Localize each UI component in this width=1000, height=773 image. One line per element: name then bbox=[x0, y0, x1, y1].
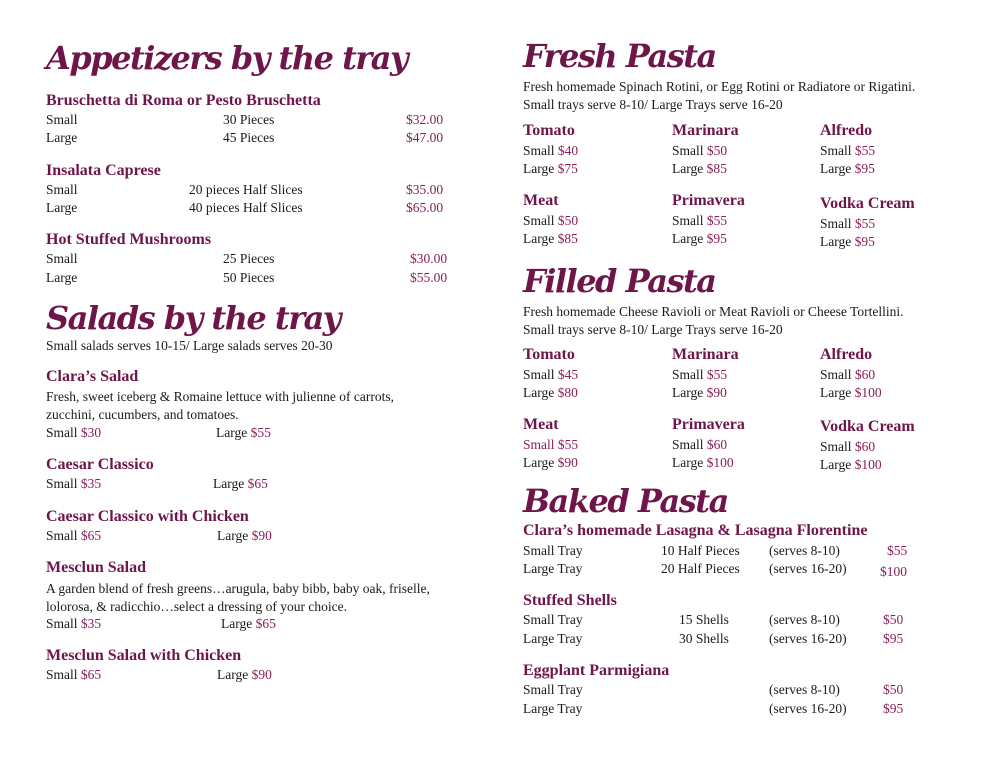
size-label: Small bbox=[523, 212, 555, 228]
size-label: Large bbox=[221, 616, 253, 631]
menu-item bbox=[523, 346, 578, 401]
size-label: Small bbox=[46, 251, 78, 266]
large-price-row bbox=[523, 162, 578, 177]
large-price-row bbox=[672, 162, 739, 177]
item-name: Meat bbox=[523, 416, 559, 433]
menu-item bbox=[820, 122, 875, 177]
servings: (serves 8-10) bbox=[769, 543, 840, 558]
price: $60 bbox=[854, 366, 876, 382]
price: $30.00 bbox=[410, 251, 448, 266]
appetizers-title: Appetizers by the tray bbox=[46, 39, 408, 77]
size-label: Large bbox=[672, 455, 704, 471]
small-price-row bbox=[820, 217, 915, 232]
item-name-caesar: Caesar Classico bbox=[46, 456, 154, 473]
size-label: Small bbox=[523, 366, 555, 382]
menu-item bbox=[523, 192, 578, 247]
large-price-row bbox=[523, 232, 578, 247]
item-name: Tomato bbox=[523, 122, 575, 139]
price: $95 bbox=[706, 231, 727, 247]
price: $55 bbox=[250, 425, 271, 440]
price: $95 bbox=[883, 631, 904, 646]
price: $55 bbox=[854, 215, 876, 231]
price: $50 bbox=[706, 142, 728, 158]
size-label: Small bbox=[46, 182, 78, 197]
size-label: Large bbox=[216, 425, 248, 440]
size-label: Large bbox=[523, 385, 555, 401]
small-price-row bbox=[523, 144, 578, 159]
price: $65.00 bbox=[406, 200, 444, 215]
servings: (serves 16-20) bbox=[769, 631, 847, 646]
tray-size: Small Tray bbox=[523, 612, 583, 627]
large-price-row bbox=[216, 426, 271, 441]
item-name: Alfredo bbox=[820, 122, 873, 139]
size-label: Large bbox=[46, 130, 78, 145]
large-price-row bbox=[820, 386, 882, 401]
price: $65 bbox=[255, 616, 276, 631]
price: $55.00 bbox=[410, 270, 448, 285]
size-label: Small bbox=[672, 366, 704, 382]
price: $65 bbox=[80, 667, 102, 682]
size-label: Small bbox=[46, 425, 78, 440]
menu-item bbox=[523, 416, 578, 471]
fresh-pasta-serving-note: Small trays serve 8-10/ Large Trays serve 16-20 bbox=[523, 97, 783, 112]
salads-serving-note: Small salads serves 10-15/ Large salads serves 20-30 bbox=[46, 338, 333, 353]
item-name-mushrooms: Hot Stuffed Mushrooms bbox=[46, 231, 212, 248]
price: $90 bbox=[706, 385, 727, 401]
item-name-bruschetta: Bruschetta di Roma or Pesto Bruschetta bbox=[46, 92, 321, 109]
size-label: Small bbox=[46, 112, 78, 127]
menu-item bbox=[672, 192, 745, 247]
item-name: Primavera bbox=[672, 192, 745, 209]
quantity: 45 Pieces bbox=[223, 130, 275, 145]
small-price-row bbox=[820, 440, 915, 455]
large-price-row bbox=[217, 529, 272, 544]
size-label: Large bbox=[217, 528, 249, 543]
price: $100 bbox=[854, 457, 882, 473]
size-label: Large bbox=[820, 457, 852, 473]
size-label: Small bbox=[523, 436, 555, 452]
size-label: Large bbox=[672, 161, 704, 177]
item-name-lasagna: Clara’s homemade Lasagna & Lasagna Florentine bbox=[523, 522, 868, 539]
price: $60 bbox=[706, 436, 728, 452]
size-label: Large bbox=[820, 385, 852, 401]
price: $65 bbox=[80, 528, 102, 543]
size-label: Small bbox=[523, 142, 555, 158]
large-price-row bbox=[820, 162, 875, 177]
small-price-row bbox=[523, 368, 578, 383]
tray-size: Large Tray bbox=[523, 561, 583, 576]
servings: (serves 8-10) bbox=[769, 682, 840, 697]
price: $95 bbox=[854, 161, 875, 177]
tray-size: Large Tray bbox=[523, 631, 583, 646]
price: $50 bbox=[883, 682, 904, 697]
quantity: 20 pieces Half Slices bbox=[189, 182, 303, 197]
servings: (serves 8-10) bbox=[769, 612, 840, 627]
price: $40 bbox=[557, 142, 579, 158]
filled-pasta-serving-note: Small trays serve 8-10/ Large Trays serve 16-20 bbox=[523, 322, 783, 337]
quantity: 10 Half Pieces bbox=[661, 543, 740, 558]
size-label: Small bbox=[46, 476, 78, 491]
large-price-row bbox=[820, 458, 915, 473]
price: $55 bbox=[887, 543, 908, 558]
size-label: Small bbox=[820, 215, 852, 231]
small-price-row bbox=[46, 617, 101, 632]
item-description: A garden blend of fresh greens…arugula, baby bibb, baby oak, friselle, lolorosa, & radicchio…select a dressing of your choice. bbox=[46, 581, 430, 614]
item-description: Fresh, sweet iceberg & Romaine lettuce with julienne of carrots, zucchini, cucumbers, and tomatoes. bbox=[46, 389, 395, 422]
price: $55 bbox=[706, 212, 728, 228]
small-price-row bbox=[523, 438, 578, 453]
item-name-caprese: Insalata Caprese bbox=[46, 162, 161, 179]
large-price-row bbox=[672, 232, 745, 247]
servings: (serves 16-20) bbox=[769, 701, 847, 716]
small-price-row bbox=[672, 144, 739, 159]
menu-item bbox=[820, 418, 915, 473]
menu-item bbox=[672, 346, 739, 401]
size-label: Small bbox=[46, 616, 78, 631]
size-label: Large bbox=[820, 234, 852, 250]
small-price-row bbox=[820, 144, 875, 159]
size-label: Large bbox=[820, 161, 852, 177]
small-price-row bbox=[820, 368, 882, 383]
quantity: 20 Half Pieces bbox=[661, 561, 740, 576]
item-name: Primavera bbox=[672, 416, 745, 433]
price: $90 bbox=[557, 455, 578, 471]
menu-item bbox=[820, 346, 882, 401]
price: $55 bbox=[706, 366, 728, 382]
size-label: Small bbox=[46, 667, 78, 682]
price: $35 bbox=[80, 616, 102, 631]
price: $55 bbox=[557, 436, 579, 452]
size-label: Small bbox=[672, 212, 704, 228]
small-price-row bbox=[46, 477, 101, 492]
price: $50 bbox=[557, 212, 579, 228]
quantity: 50 Pieces bbox=[223, 270, 275, 285]
large-price-row bbox=[672, 456, 745, 471]
small-price-row bbox=[523, 214, 578, 229]
price: $95 bbox=[883, 701, 904, 716]
item-name-eggplant: Eggplant Parmigiana bbox=[523, 662, 670, 679]
size-label: Large bbox=[46, 270, 78, 285]
small-price-row bbox=[672, 438, 745, 453]
tray-size: Small Tray bbox=[523, 543, 583, 558]
size-label: Large bbox=[523, 161, 555, 177]
large-price-row bbox=[523, 456, 578, 471]
menu-item bbox=[523, 122, 578, 177]
small-price-row bbox=[46, 529, 101, 544]
item-name-mesclun: Mesclun Salad bbox=[46, 559, 147, 576]
large-price-row bbox=[523, 386, 578, 401]
size-label: Large bbox=[523, 455, 555, 471]
price: $35 bbox=[80, 476, 102, 491]
size-label: Large bbox=[217, 667, 249, 682]
item-name: Vodka Cream bbox=[820, 418, 915, 435]
item-name-mesclun-chicken: Mesclun Salad with Chicken bbox=[46, 647, 242, 664]
item-name-claras-salad: Clara’s Salad bbox=[46, 368, 139, 385]
filled-pasta-title: Filled Pasta bbox=[523, 262, 716, 300]
size-label: Small bbox=[672, 142, 704, 158]
quantity: 30 Shells bbox=[679, 631, 729, 646]
item-name: Tomato bbox=[523, 346, 575, 363]
quantity: 40 pieces Half Slices bbox=[189, 200, 303, 215]
filled-pasta-description: Fresh homemade Cheese Ravioli or Meat Ravioli or Cheese Tortellini. bbox=[523, 304, 904, 319]
size-label: Large bbox=[523, 231, 555, 247]
large-price-row bbox=[217, 668, 272, 683]
size-label: Large bbox=[672, 385, 704, 401]
item-name: Marinara bbox=[672, 346, 739, 363]
size-label: Small bbox=[820, 366, 852, 382]
quantity: 25 Pieces bbox=[223, 251, 275, 266]
fresh-pasta-title: Fresh Pasta bbox=[523, 37, 716, 75]
small-price-row bbox=[46, 668, 101, 683]
price: $100 bbox=[706, 455, 734, 471]
menu-item bbox=[672, 416, 745, 471]
menu-item bbox=[820, 195, 915, 250]
price: $85 bbox=[706, 161, 727, 177]
large-price-row bbox=[820, 235, 915, 250]
price: $35.00 bbox=[406, 182, 444, 197]
quantity: 30 Pieces bbox=[223, 112, 275, 127]
large-price-row bbox=[221, 617, 276, 632]
size-label: Large bbox=[46, 200, 78, 215]
quantity: 15 Shells bbox=[679, 612, 729, 627]
large-price-row bbox=[672, 386, 739, 401]
price: $30 bbox=[80, 425, 102, 440]
item-name-caesar-chicken: Caesar Classico with Chicken bbox=[46, 508, 249, 525]
price: $100 bbox=[854, 385, 882, 401]
price: $65 bbox=[247, 476, 268, 491]
size-label: Small bbox=[820, 438, 852, 454]
baked-pasta-title: Baked Pasta bbox=[523, 482, 728, 520]
item-name: Alfredo bbox=[820, 346, 873, 363]
item-name: Vodka Cream bbox=[820, 195, 915, 212]
small-price-row bbox=[46, 426, 101, 441]
item-name: Marinara bbox=[672, 122, 739, 139]
price: $95 bbox=[854, 234, 875, 250]
price: $80 bbox=[557, 385, 578, 401]
size-label: Large bbox=[213, 476, 245, 491]
small-price-row bbox=[672, 368, 739, 383]
price: $47.00 bbox=[406, 130, 444, 145]
price: $32.00 bbox=[406, 112, 444, 127]
price: $90 bbox=[251, 528, 272, 543]
large-price-row bbox=[213, 477, 268, 492]
size-label: Small bbox=[820, 142, 852, 158]
size-label: Small bbox=[46, 528, 78, 543]
size-label: Small bbox=[672, 436, 704, 452]
size-label: Large bbox=[672, 231, 704, 247]
price: $45 bbox=[557, 366, 579, 382]
price: $100 bbox=[880, 564, 907, 579]
item-name-stuffed-shells: Stuffed Shells bbox=[523, 592, 617, 609]
tray-size: Small Tray bbox=[523, 682, 583, 697]
price: $90 bbox=[251, 667, 272, 682]
small-price-row bbox=[672, 214, 745, 229]
servings: (serves 16-20) bbox=[769, 561, 847, 576]
item-name: Meat bbox=[523, 192, 559, 209]
menu-item bbox=[672, 122, 739, 177]
price: $60 bbox=[854, 438, 876, 454]
price: $55 bbox=[854, 142, 876, 158]
salads-title: Salads by the tray bbox=[46, 299, 340, 337]
price: $50 bbox=[883, 612, 904, 627]
tray-size: Large Tray bbox=[523, 701, 583, 716]
fresh-pasta-description: Fresh homemade Spinach Rotini, or Egg Rotini or Radiatore or Rigatini. bbox=[523, 79, 916, 94]
price: $75 bbox=[557, 161, 578, 177]
price: $85 bbox=[557, 231, 578, 247]
